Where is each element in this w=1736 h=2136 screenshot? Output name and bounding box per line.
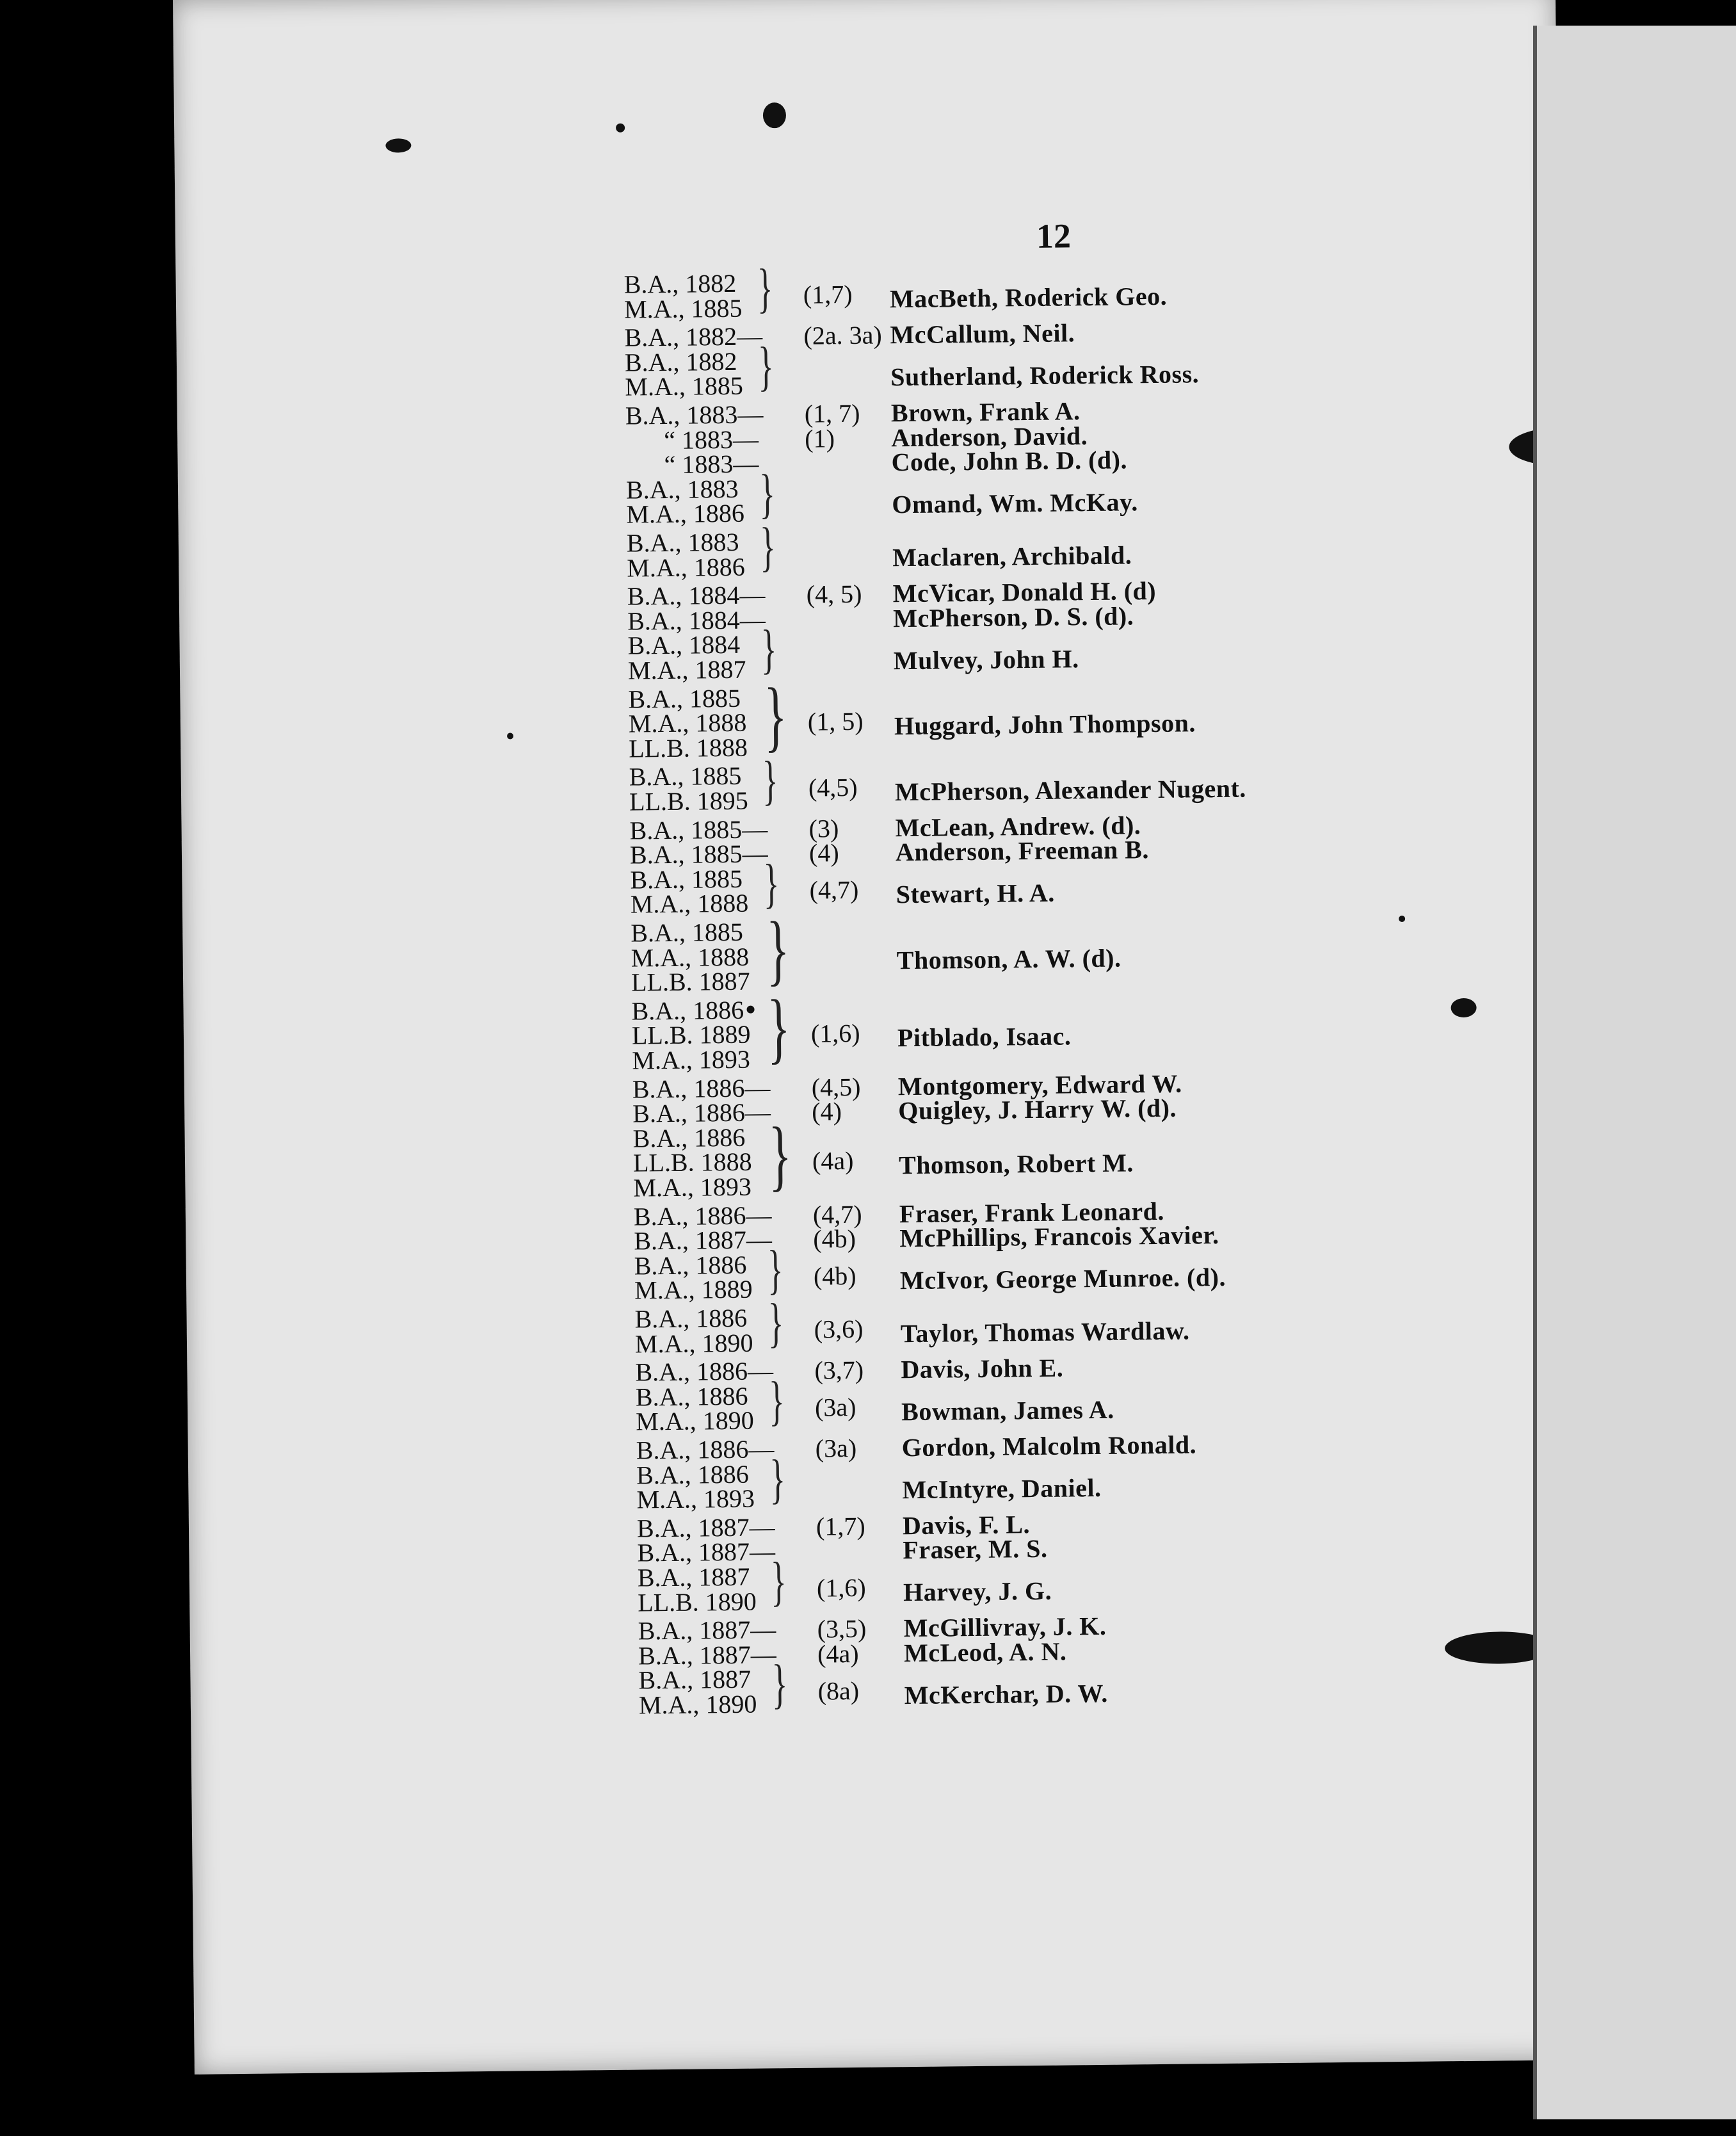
degree-line: B.A., 1882 [623,268,737,299]
degree-line: LL.B. 1889 [631,1020,751,1050]
entry-note: (4,5) [808,772,858,802]
degree-line: M.A., 1893 [632,1044,751,1075]
degree-line: B.A., 1886— [635,1356,774,1387]
degree-line: “ 1883— [664,425,759,455]
entry-note: (4,5) [811,1072,861,1102]
degree-line: B.A., 1886 [636,1459,749,1490]
graduate-name: Mulvey, John H. [893,643,1079,675]
degree-line: M.A., 1893 [633,1172,752,1202]
degree-line: B.A., 1884— [627,605,766,636]
entry-note: (8a) [817,1676,860,1706]
graduate-name: Sutherland, Roderick Ross. [890,359,1200,392]
entry-note: (4,7) [809,875,859,905]
adjacent-page-edge [1533,26,1736,2119]
degree-line: “ 1883— [664,449,759,480]
entry-note: (4) [812,1097,842,1126]
entry-note: (1,6) [816,1573,866,1603]
degree-line: B.A., 1883 [626,527,739,558]
graduate-name: Code, John B. D. (d). [891,445,1128,477]
graduate-name: McPherson, D. S. (d). [892,601,1134,633]
degree-line: B.A., 1887— [634,1225,773,1256]
graduate-name: Quigley, J. Harry W. (d). [897,1093,1177,1126]
entry-note: (1, 7) [804,398,860,428]
graduate-name: Harvey, J. G. [903,1576,1052,1607]
degree-line: B.A., 1885— [629,814,768,845]
grouping-brace: } [768,1110,792,1199]
graduate-name: Fraser, M. S. [903,1534,1048,1565]
scan-speck [746,1006,754,1014]
graduate-name: Omand, Wm. McKay. [892,487,1138,519]
entry-note: (1, 5) [807,706,864,736]
degree-line: M.A., 1889 [634,1275,753,1305]
degree-line: M.A., 1893 [636,1484,755,1514]
degree-line: M.A., 1888 [628,708,747,738]
graduate-name: Stewart, H. A. [896,878,1055,909]
degree-line: B.A., 1886 [632,1122,746,1153]
degree-line: M.A., 1885 [625,371,744,402]
degree-line: M.A., 1886 [626,499,745,530]
entry-note: (2a. 3a) [803,320,882,350]
degree-line: B.A., 1882— [624,321,763,352]
entry-note: (3,7) [814,1355,864,1385]
graduate-name: McGillivray, J. K. [903,1612,1107,1643]
degree-line: B.A., 1887— [638,1640,776,1671]
graduate-name: Davis, F. L. [902,1509,1031,1540]
graduate-name: Gordon, Malcolm Ronald. [901,1430,1197,1462]
degree-line: LL.B. 1890 [638,1587,757,1617]
degree-line: B.A., 1883— [625,400,764,430]
grouping-brace: } [757,258,773,319]
degree-line: LL.B. 1888 [629,732,748,763]
entry-note: (3a) [815,1433,857,1463]
graduate-name: Anderson, Freeman B. [895,835,1150,867]
degree-line: B.A., 1886 [634,1250,747,1281]
grouping-brace: } [769,1448,786,1509]
graduate-name: Anderson, David. [890,421,1088,452]
graduate-name: Brown, Frank A. [890,396,1081,428]
degree-line: B.A., 1886— [632,1072,771,1104]
degree-line: M.A., 1888 [630,889,749,919]
degree-line: B.A., 1886 [631,995,744,1026]
degree-line: B.A., 1886— [632,1097,771,1128]
degree-line: M.A., 1887 [627,654,746,685]
entry-note: (4) [808,838,839,868]
entry-note: (4a) [817,1638,859,1669]
grouping-brace: } [763,853,780,914]
graduate-name: McLeod, A. N. [903,1637,1067,1667]
degree-line: B.A., 1885 [629,761,742,791]
entry-note: (4b) [813,1224,856,1254]
degree-line: B.A., 1885— [629,839,768,870]
scan-speck [616,124,625,133]
graduate-name: McVicar, Donald H. (d) [892,576,1157,608]
degree-line: B.A., 1887— [637,1537,776,1567]
graduate-name: Bowman, James A. [901,1395,1114,1427]
graduate-name: Taylor, Thomas Wardlaw. [900,1316,1190,1348]
entry-note: (3,5) [817,1614,867,1644]
entry-note: (3) [808,813,839,843]
entry-note: (4, 5) [806,579,862,609]
entry-note: (3a) [814,1393,856,1422]
graduate-name: McPherson, Alexander Nugent. [894,773,1247,806]
scan-speck [385,138,411,152]
scan-speck [763,102,786,128]
graduate-name: McLean, Andrew. (d). [895,810,1141,842]
degree-line: B.A., 1887 [638,1665,751,1695]
degree-line: M.A., 1886 [627,552,746,583]
graduate-name: Thomson, A. W. (d). [896,943,1121,975]
graduate-name: McPhillips, Francois Xavier. [899,1220,1219,1253]
entry-note: (1,7) [816,1511,865,1541]
degree-line: B.A., 1887— [636,1512,775,1543]
scan-speck [1451,998,1476,1017]
page-number: 12 [1036,216,1072,255]
grouping-brace: } [763,671,788,759]
grouping-brace: } [762,750,779,811]
degree-line: B.A., 1885 [628,683,741,714]
graduate-name: McIvor, George Munroe. (d). [899,1262,1226,1295]
graduate-name: Fraser, Frank Leonard. [899,1196,1165,1228]
degree-line: LL.B. 1895 [629,786,748,816]
grouping-brace: } [767,983,791,1072]
entry-note: (1,6) [810,1019,860,1049]
degree-line: B.A., 1887— [638,1615,776,1646]
grouping-brace: } [757,336,775,397]
degree-line: B.A., 1884 [627,630,741,661]
degree-line: B.A., 1886— [633,1200,772,1231]
graduate-name: Thomson, Robert M. [898,1148,1134,1180]
degree-line: M.A., 1888 [631,942,750,973]
entry-note: (4a) [812,1146,854,1176]
grouping-brace: } [759,517,776,578]
graduate-name: McKerchar, D. W. [904,1678,1108,1710]
degree-line: B.A., 1887 [637,1562,750,1592]
graduate-name: Pitblado, Isaac. [897,1021,1072,1053]
degree-line: M.A., 1890 [638,1689,757,1720]
graduate-name: Huggard, John Thompson. [894,708,1196,741]
grouping-brace: } [768,1293,784,1354]
degree-line: B.A., 1883 [625,474,739,505]
degree-line: M.A., 1885 [623,293,743,324]
degree-line: LL.B. 1888 [632,1147,752,1177]
entry-note: (4b) [813,1261,856,1291]
degree-line: M.A., 1890 [636,1406,754,1436]
graduate-name: McCallum, Neil. [890,318,1075,350]
grouping-brace: } [766,905,790,994]
entry-note: (1) [804,423,835,453]
grouping-brace: } [767,1239,784,1300]
degree-line: B.A., 1886— [636,1434,775,1465]
degree-line: M.A., 1890 [634,1328,753,1359]
grouping-brace: } [771,1654,788,1715]
graduate-name: Maclaren, Archibald. [892,540,1132,572]
document-page [173,0,1577,2075]
graduate-name: Davis, John E. [901,1353,1064,1384]
degree-line: B.A., 1885 [630,864,743,894]
entry-note: (4,7) [812,1199,862,1229]
grouping-brace: } [770,1551,787,1612]
scan-speck [507,732,513,739]
degree-line: B.A., 1882 [624,346,737,377]
scan-speck [1399,916,1405,922]
grouping-brace: } [768,1370,785,1432]
grouping-brace: } [760,619,777,680]
degree-line: B.A., 1884— [627,580,766,611]
entry-note: (3,6) [814,1315,864,1344]
degree-line: B.A., 1886 [635,1381,748,1412]
graduate-name: Montgomery, Edward W. [897,1069,1182,1101]
degree-line: B.A., 1886 [634,1303,748,1334]
graduate-name: MacBeth, Roderick Geo. [889,282,1168,314]
degree-line: LL.B. 1887 [631,966,750,997]
graduate-name: McIntyre, Daniel. [902,1473,1102,1505]
grouping-brace: } [759,463,776,524]
entry-note: (1,7) [803,280,853,310]
degree-line: B.A., 1885 [631,917,744,948]
